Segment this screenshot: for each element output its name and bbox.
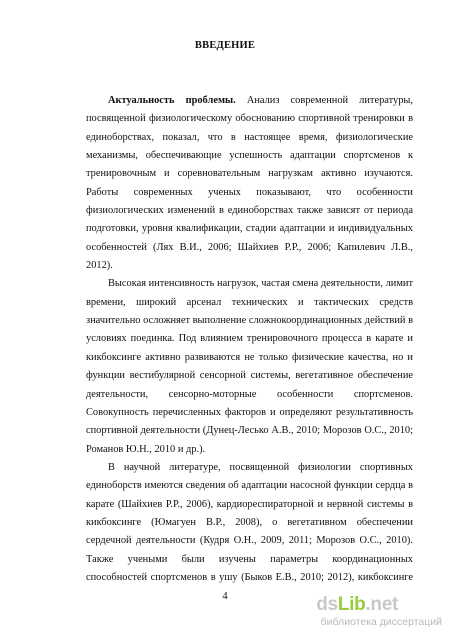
- body-text: [86, 92, 413, 584]
- paragraph-1-text: Анализ современной литературы, посвященной физиологическому обоснованию спортивной тренировки в единоборствах, показал, что в настоящее время, физиологические механизмы, обеспечивающие успешность адаптации спортсменов к тренировочным и соревновательным нагрузкам активно изучаются. Работы современных ученых показывают, что особенности физиологических изменений в единоборствах также зависят от периода подготовки, уровня квалификации, стадии адаптации и индивидуальных особенностей (Лях В.И., 2006; Шайхиев Р.Р., 2006; Капилевич Л.В., 2012).: [86, 95, 413, 272]
- section-heading: ВВЕДЕНИЕ: [194, 40, 256, 51]
- paragraph-1: [86, 92, 413, 275]
- paragraph-2: Высокая интенсивность нагрузок, частая смена деятельности, лимит времени, широкий арсенал технических и тактических средств значительно осложняет выполнение сложнокоординационных действий в условиях поединка. Под влиянием тренировочного процесса в карате и кикбоксинге активно развиваются не только физические качества, но и функции вестибулярной сенсорной системы, вегетативное обеспечение деятельности, сенсорно-моторные особенности спортсменов. Совокупность перечисленных факторов и определяют результативность спортивной деятельности (Дунец-Лесько А.В., 2010; Морозов О.С., 2010; Романов Ю.Н., 2010 и др.).: [86, 278, 413, 455]
- paragraph-3: В научной литературе, посвященной физиологии спортивных единоборств имеются сведения об адаптации насосной функции сердца в карате (Шайхиев Р.Р., 2006), кардиореспираторной и нервной системы в кикбоксинге (Юмагуен В.Р., 2008), о вегетативном обеспечении сердечной деятельности (Кудря О.Н., 2009, 2011; Морозов О.С., 2010). Также учеными были изучены параметры координационных способностей спортсменов в ушу (Быков Е.В., 2010; 2012), кикбоксинге: [86, 461, 413, 583]
- page-number: 4: [222, 591, 228, 602]
- lead-phrase: Актуальность проблемы.: [108, 95, 236, 106]
- watermark-logo: dsLib.net: [316, 594, 398, 615]
- watermark-subtitle: библиотека диссертаций: [320, 616, 442, 628]
- watermark: [266, 594, 442, 630]
